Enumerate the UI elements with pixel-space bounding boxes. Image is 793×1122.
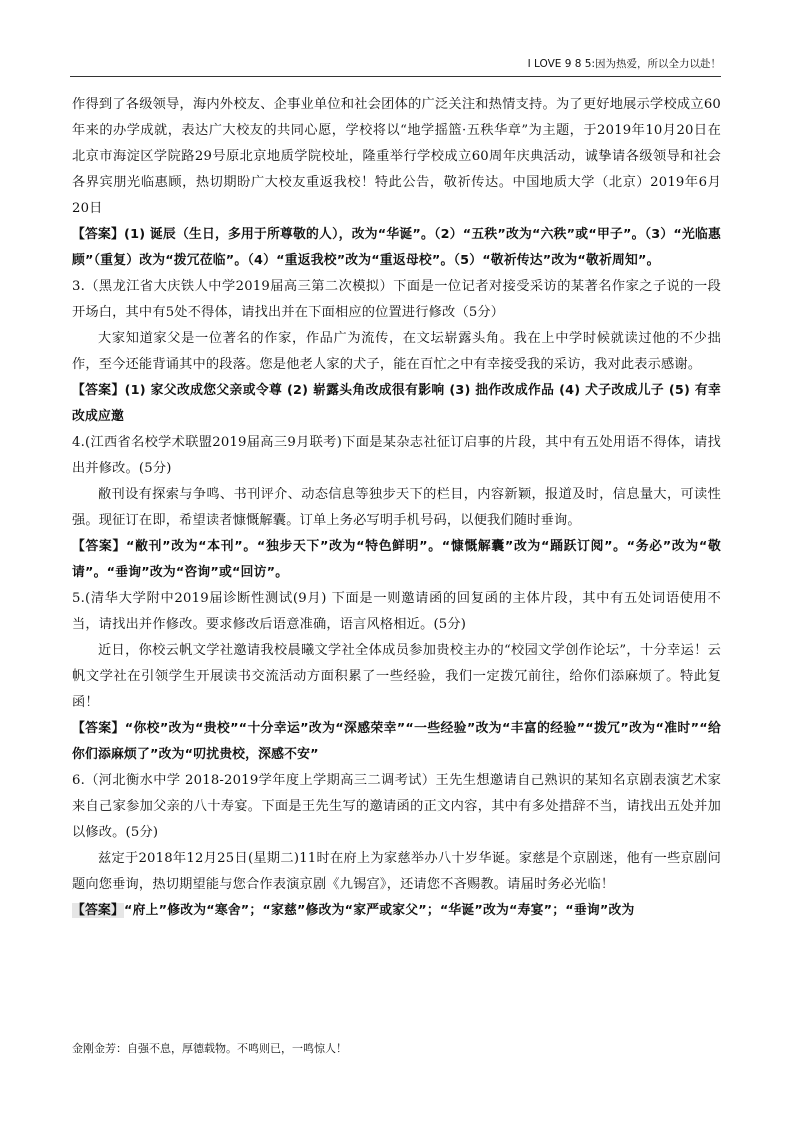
- question-3-stem: 3.（黑龙江省大庆铁人中学2019届高三第二次模拟）下面是一位记者对接受采访的某著名作家之子说的一段开场白，其中有5处不得体，请找出并在下面相应的位置进行修改（5分）: [72, 279, 721, 320]
- answer-3: [72, 378, 721, 430]
- footer-text: 金刚金芳：自强不息，厚德载物。不鸣则已，一鸣惊人！: [72, 1042, 347, 1055]
- answer-text: (1) 诞辰（生日，多用于所尊敬的人），改为“华诞”。（2）“五秩”改为“六秩”或“甲子”。（3）“光临惠顾”（重复）改为“拨冗莅临”。（4）“重返我校”改为“重返母校”。（5）“敬祈传达”改为“敬祈周知”。: [72, 227, 721, 268]
- question-5-stem: 5.(清华大学附中2019届诊断性测试(9月) 下面是一则邀请函的回复函的主体片段，其中有五处词语使用不当，请找出并作修改。要求修改后语意准确，语言风格相近。(5分): [72, 591, 721, 632]
- question-3-passage: 大家知道家父是一位著名的作家，作品广为流传，在文坛崭露头角。我在上中学时候就读过他的不少拙作，至今还能背诵其中的段落。您是他老人家的犬子，能在百忙之中有幸接受我的采访，我对此表示感谢。: [72, 331, 721, 372]
- answer-2: [72, 222, 721, 274]
- answer-text: (1) 家父改成您父亲或令尊 (2) 崭露头角改成很有影响 (3) 拙作改成作品 (4) 犬子改成儿子 (5) 有幸改成应邀: [72, 383, 721, 424]
- answer-5: [72, 716, 721, 768]
- answer-tag: 【答案】: [72, 721, 125, 736]
- page-footer: [72, 1040, 347, 1056]
- answer-text: “府上”修改为“寒舍”；“家慈”修改为“家严或家父”；“华诞”改为“寿宴”；“垂询”改为: [124, 903, 635, 918]
- header-text: I LOVE 9 8 5:因为热爱，所以全力以赴！: [527, 58, 721, 70]
- answer-4: [72, 534, 721, 586]
- question-4-passage: 敝刊设有探索与争鸣、书刊评介、动态信息等独步天下的栏目，内容新颖，报道及时，信息量大，可读性强。现征订在即，希望读者慷慨解囊。订单上务必写明手机号码，以便我们随时垂询。: [72, 487, 721, 528]
- answer-tag: 【答案】: [72, 903, 124, 918]
- question-6-passage: 兹定于2018年12月25日(星期二)11时在府上为家慈举办八十岁华诞。家慈是个京剧迷，他有一些京剧问题向您垂询，热切期望能与您合作表演京剧《九锡宫》，还请您不吝赐教。请届时务必光临！: [72, 851, 721, 892]
- answer-tag: 【答案】: [72, 227, 125, 242]
- answer-tag: 【答案】: [72, 539, 126, 554]
- page-header: [70, 56, 721, 77]
- question-4-stem: 4.(江西省名校学术联盟2019届高三9月联考)下面是某杂志社征订启事的片段，其中有五处用语不得体，请找出并修改。(5分): [72, 435, 721, 476]
- answer-text: “敝刊”改为“本刊”。“独步天下”改为“特色鲜明”。“慷慨解囊”改为“踊跃订阅”。“务必”改为“敬请”。“垂询”改为“咨询”或“回访”。: [72, 539, 721, 580]
- answer-text: “你校”改为“贵校”“十分幸运”改为“深感荣幸”“一些经验”改为“丰富的经验”“拨冗”改为“准时”“给你们添麻烦了”改为“叨扰贵校，深感不安”: [72, 721, 721, 762]
- document-body: [72, 92, 721, 924]
- question-2-tail: 作得到了各级领导，海内外校友、企事业单位和社会团体的广泛关注和热情支持。为了更好地展示学校成立60年来的办学成就，表达广大校友的共同心愿，学校将以“地学摇篮·五秩华章”为主题，于2019年10月20日在北京市海淀区学院路29号原北京地质学院校址，隆重举行学校成立60周年庆典活动，诚挚请各级领导和社会各界宾朋光临惠顾，热切期盼广大校友重返我校！特此公告，敬祈传达。中国地质大学（北京）2019年6月20日: [72, 97, 721, 216]
- question-5-passage: 近日，你校云帆文学社邀请我校晨曦文学社全体成员参加贵校主办的“校园文学创作论坛”，十分幸运！云帆文学社在引领学生开展读书交流活动方面积累了一些经验，我们一定拨冗前往，给你们添麻烦了。特此复函！: [72, 643, 721, 710]
- answer-6: [72, 898, 721, 924]
- question-6-stem: 6.（河北衡水中学 2018-2019学年度上学期高三二调考试）王先生想邀请自己熟识的某知名京剧表演艺术家来自己家参加父亲的八十寿宴。下面是王先生写的邀请函的正文内容，其中有多处措辞不当，请找出五处并加以修改。(5分): [72, 773, 721, 840]
- answer-tag: 【答案】: [72, 383, 125, 398]
